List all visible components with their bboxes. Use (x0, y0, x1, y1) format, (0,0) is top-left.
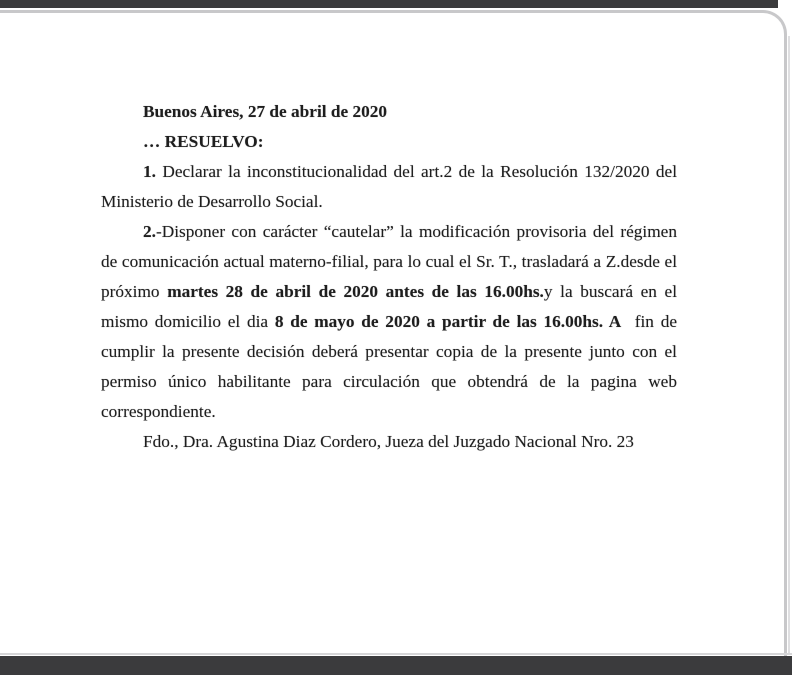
item2-text-3: fin de cumplir la presente decisión deberá presentar copia de la presente junto con el permiso único habilitante para circulación que obtendrá de la pagina web correspondiente. (101, 312, 678, 421)
item2-bold-date-1: martes 28 de abril de 2020 antes de las 16.00hs. (167, 282, 544, 301)
resuelvo-heading: … RESUELVO: (143, 132, 264, 151)
resolution-item-1 (101, 157, 677, 217)
item2-text-2: y la buscará en el mismo domicilio el dia (101, 282, 678, 331)
resolution-item-2 (101, 217, 677, 427)
viewer-top-bar (0, 0, 778, 8)
page-edge-outer-line (788, 36, 790, 654)
item2-text-1: -Disponer con carácter “cautelar” la modificación provisoria del régimen de comunicación actual materno-filial, para lo cual el Sr. T., trasladará a Z.desde el próximo (101, 222, 677, 301)
item2-bold-date-2: 8 de mayo de 2020 a partir de las 16.00hs. A (274, 312, 622, 331)
page-bottom-edge-line (0, 653, 792, 655)
item1-number: 1. (143, 162, 156, 181)
document-page (101, 97, 677, 457)
item2-number: 2. (143, 222, 156, 241)
date-line: Buenos Aires, 27 de abril de 2020 (143, 102, 388, 121)
signature-line: Fdo., Dra. Agustina Diaz Cordero, Jueza del Juzgado Nacional Nro. 23 (143, 432, 634, 451)
item1-text: Declarar la inconstitucionalidad del art.2 de la Resolución 132/2020 del Ministerio de Desarrollo Social. (101, 162, 677, 211)
viewer-bottom-bar (0, 656, 792, 675)
